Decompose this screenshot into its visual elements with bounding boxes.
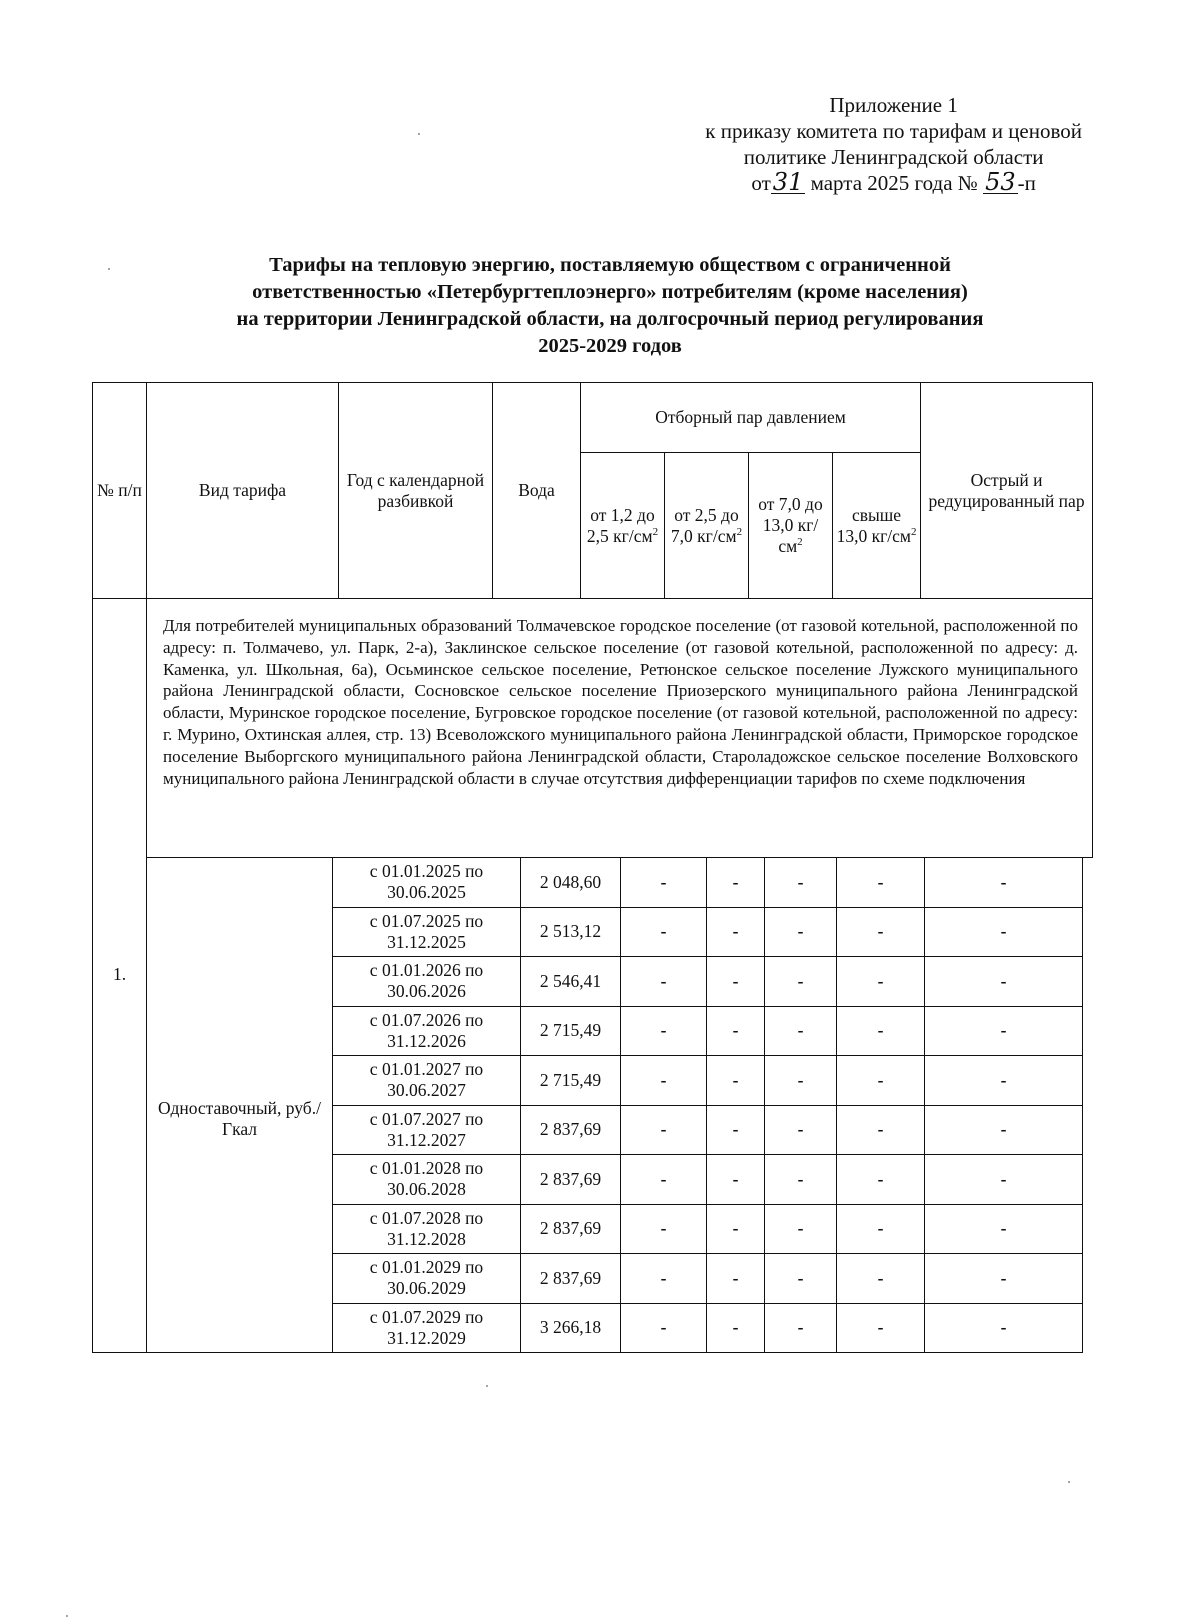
steam-3-value: - [765, 1006, 837, 1056]
sharp-steam-value: - [925, 1105, 1083, 1155]
period-cell: с 01.01.2029 по 30.06.2029 [333, 1254, 521, 1304]
steam-4-value: - [837, 957, 925, 1007]
steam-2-value: - [707, 1204, 765, 1254]
sharp-steam-value: - [925, 858, 1083, 908]
sharp-steam-value: - [925, 957, 1083, 1007]
steam-2-value: - [707, 907, 765, 957]
header-steam-4: свыше 13,0 $кг/см^2$ [833, 453, 921, 599]
date-middle: марта 2025 года № [810, 171, 978, 195]
period-cell: с 01.07.2029 по 31.12.2029 [333, 1303, 521, 1353]
steam-4-value: - [837, 1155, 925, 1205]
steam-2-value: - [707, 858, 765, 908]
steam-1-value: - [621, 1303, 707, 1353]
steam-2-value: - [707, 1056, 765, 1106]
header-steam-2: от 2,5 до 7,0 $кг/см^2$ [665, 453, 749, 599]
scan-speck [108, 268, 110, 270]
steam-4-value: - [837, 858, 925, 908]
steam-4-value: - [837, 1006, 925, 1056]
water-value: 2 513,12 [521, 907, 621, 957]
steam-3-value: - [765, 1254, 837, 1304]
steam-1-value: - [621, 1155, 707, 1205]
steam-1-value: - [621, 1006, 707, 1056]
scan-speck [66, 1615, 68, 1617]
steam-1-value: - [621, 1204, 707, 1254]
header-steam-group: Отборный пар давлением [581, 383, 921, 453]
water-value: 2 715,49 [521, 1056, 621, 1106]
steam-1-value: - [621, 1105, 707, 1155]
steam-1-value: - [621, 1254, 707, 1304]
steam-2-value: - [707, 1155, 765, 1205]
sharp-steam-value: - [925, 1204, 1083, 1254]
water-value: 2 837,69 [521, 1155, 621, 1205]
steam-4-value: - [837, 1105, 925, 1155]
handwritten-order-number: 53 [985, 168, 1016, 196]
water-value: 2 837,69 [521, 1105, 621, 1155]
scan-speck [418, 133, 420, 135]
steam-2-value: - [707, 1006, 765, 1056]
steam-2-value: - [707, 1105, 765, 1155]
title-line-4: 2025-2029 годов [538, 335, 682, 357]
header-steam-3: от 7,0 до 13,0 $кг/см^2$ [749, 453, 833, 599]
water-value: 2 837,69 [521, 1204, 621, 1254]
date-prefix: от [751, 171, 771, 195]
title-line-3: на территории Ленинградской области, на долгосрочный период регулирования [236, 308, 984, 330]
water-value: 3 266,18 [521, 1303, 621, 1353]
sharp-steam-value: - [925, 1006, 1083, 1056]
steam-3-value: - [765, 1155, 837, 1205]
period-cell: с 01.01.2028 по 30.06.2028 [333, 1155, 521, 1205]
sharp-steam-value: - [925, 1303, 1083, 1353]
steam-4-value: - [837, 1204, 925, 1254]
steam-4-value: - [837, 1303, 925, 1353]
steam-2-value: - [707, 1303, 765, 1353]
row-number-cell-top [93, 599, 147, 858]
steam-3-value: - [765, 1105, 837, 1155]
steam-3-value: - [765, 1204, 837, 1254]
header-year: Год с календарной разбивкой [339, 383, 493, 599]
period-cell: с 01.01.2027 по 30.06.2027 [333, 1056, 521, 1106]
order-suffix: -п [1017, 171, 1036, 195]
steam-3-value: - [765, 1056, 837, 1106]
water-value: 2 546,41 [521, 957, 621, 1007]
appendix-date-line [705, 170, 1082, 196]
period-cell: с 01.07.2025 по 31.12.2025 [333, 907, 521, 957]
tariff-table-header [92, 382, 1093, 858]
steam-2-value: - [707, 1254, 765, 1304]
sharp-steam-value: - [925, 1254, 1083, 1304]
tariff-label: Одноставочный, руб./Гкал [147, 858, 333, 1353]
steam-4-value: - [837, 1254, 925, 1304]
steam-4-value: - [837, 907, 925, 957]
header-tariff-type: Вид тарифа [147, 383, 339, 599]
header-steam-1: от 1,2 до 2,5 $кг/см^2$ [581, 453, 665, 599]
header-num: № п/п [93, 383, 147, 599]
water-value: 2 048,60 [521, 858, 621, 908]
steam-1-value: - [621, 1056, 707, 1106]
appendix-title: Приложение 1 [829, 93, 958, 117]
steam-3-value: - [765, 858, 837, 908]
title-line-1: Тарифы на тепловую энергию, поставляемую обществом с ограниченной [269, 254, 951, 276]
appendix-order-line: к приказу комитета по тарифам и ценовой [705, 119, 1082, 143]
steam-4-value: - [837, 1056, 925, 1106]
period-cell: с 01.07.2028 по 31.12.2028 [333, 1204, 521, 1254]
period-cell: с 01.01.2025 по 30.06.2025 [333, 858, 521, 908]
sharp-steam-value: - [925, 907, 1083, 957]
sharp-steam-value: - [925, 1155, 1083, 1205]
tariff-row [93, 858, 1083, 908]
water-value: 2 715,49 [521, 1006, 621, 1056]
sharp-steam-value: - [925, 1056, 1083, 1106]
period-cell: с 01.01.2026 по 30.06.2026 [333, 957, 521, 1007]
steam-3-value: - [765, 1303, 837, 1353]
document-title [130, 252, 1090, 360]
consumers-description: Для потребителей муниципальных образований Толмачевское городское поселение (от газовой котельной, расположенной по адресу: п. Толмачево, ул. Парк, 2-а), Заклинское сельское поселение (от газовой котельной, расположенной по адресу: д. Каменка, ул. Школьная, 6а), Осьминское сельское поселение, Ретюнское сельское поселение Лужского муниципального района Ленинградской области, Сосновское сельское поселение Приозерского муниципального района Ленинградской области, Муринское городское поселение, Бугровское городское поселение (от газовой котельной, расположенной по адресу: г. Мурино, Охтинская аллея, стр. 13) Всеволожского муниципального района Ленинградской области, Приморское городское поселение Выборгского муниципального района Ленинградской области, Староладожское сельское поселение Волховского муниципального района Ленинградской области в случае отсутствия дифференциации тарифов по схеме подключения [147, 599, 1093, 858]
scan-speck [1068, 1481, 1070, 1483]
header-water: Вода [493, 383, 581, 599]
appendix-header [705, 92, 1082, 196]
handwritten-day: 31 [772, 168, 804, 196]
tariff-table-body [92, 857, 1083, 1353]
steam-2-value: - [707, 957, 765, 1007]
water-value: 2 837,69 [521, 1254, 621, 1304]
scan-speck [486, 1385, 488, 1387]
steam-1-value: - [621, 858, 707, 908]
period-cell: с 01.07.2026 по 31.12.2026 [333, 1006, 521, 1056]
steam-1-value: - [621, 907, 707, 957]
appendix-committee-line: политике Ленинградской области [743, 145, 1044, 169]
row-number: 1. [93, 858, 147, 1353]
title-line-2: ответственностью «Петербургтеплоэнерго» потребителям (кроме населения) [252, 281, 968, 303]
steam-3-value: - [765, 907, 837, 957]
header-sharp-steam: Острый и редуцированный пар [921, 383, 1093, 599]
steam-3-value: - [765, 957, 837, 1007]
steam-1-value: - [621, 957, 707, 1007]
period-cell: с 01.07.2027 по 31.12.2027 [333, 1105, 521, 1155]
